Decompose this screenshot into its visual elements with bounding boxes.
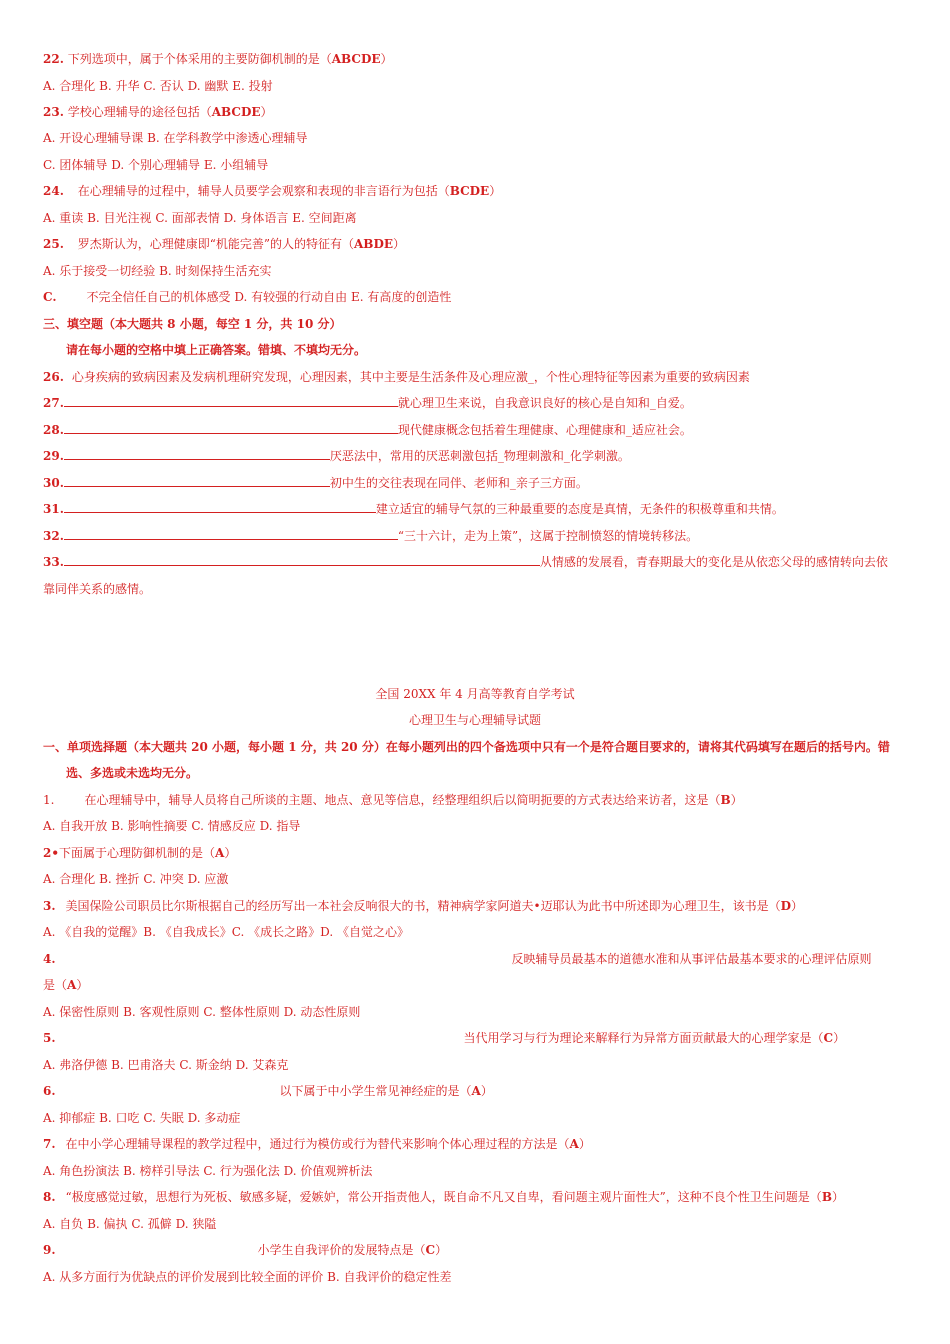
question-33-continued: 靠同伴关系的感情。 xyxy=(43,582,152,596)
question-23-options-1: A. 开设心理辅导课 B. 在学科教学中渗透心理辅导 xyxy=(43,131,308,145)
question-number: 23. xyxy=(43,105,64,119)
question-26: 26. 心身疾病的致病因素及发病机理研究发现，心理因素，其中主要是生活条件及心理应激_，个性心理特征等因素为重要的致病因素 xyxy=(43,370,750,384)
answer: A xyxy=(215,846,225,860)
question-25-options-2: C. 不完全信任自己的机体感受 D. 有较强的行动自由 E. 有高度的创造性 xyxy=(43,290,452,304)
answer: D xyxy=(780,899,792,913)
question-1: 1. 在心理辅导中，辅导人员将自己所谈的主题、地点、意见等信息，经整理组织后以简明扼要的方式表达给来访者，这是（B） xyxy=(43,793,743,807)
question-3: 3. 美国保险公司职员比尔斯根据自己的经历写出一本社会反响很大的书，精神病学家阿道夫•迈耶认为此书中所述即为心理卫生，该书是（D） xyxy=(43,899,804,913)
answer: BCDE xyxy=(449,184,490,198)
question-25-options-1: A. 乐于接受一切经验 B. 时刻保持生活充实 xyxy=(43,264,272,278)
question-27: 27. 就心理卫生来说，自我意识良好的核心是自知和_自爱。 xyxy=(43,396,692,410)
question-number: 22. xyxy=(43,52,64,66)
question-text: 在心理辅导的过程中，辅导人员要学会观察和表现的非言语行为包括（ xyxy=(77,184,450,198)
question-8-options: A. 自负 B. 偏执 C. 孤僻 D. 狭隘 xyxy=(43,1217,217,1231)
section-3-title: 三、填空题（本大题共 8 小题，每空 1 分，共 10 分） xyxy=(43,317,342,331)
question-30: 30. 初中生的交往表现在同伴、老师和_亲子三方面。 xyxy=(43,476,588,490)
question-33: 33. 从情感的发展看，青春期最大的变化是从依恋父母的感情转向去依 xyxy=(43,555,888,569)
question-6-options: A. 抑郁症 B. 口吃 C. 失眠 D. 多动症 xyxy=(43,1111,241,1125)
question-31: 31. 建立适宜的辅导气氛的三种最重要的态度是真情，无条件的积极尊重和共情。 xyxy=(43,502,784,516)
answer-blank xyxy=(64,501,376,513)
question-2-options: A. 合理化 B. 挫折 C. 冲突 D. 应激 xyxy=(43,872,229,886)
answer-blank xyxy=(64,528,398,540)
answer: A xyxy=(67,978,77,992)
question-28: 28. 现代健康概念包括着生理健康、心理健康和_适应社会。 xyxy=(43,423,692,437)
section-1-title: 一、单项选择题（本大题共 20 小题，每小题 1 分，共 20 分）在每小题列出的四个备选项中只有一个是符合题目要求的，请将其代码填写在题后的括号内。错 xyxy=(43,740,890,754)
question-6: 6. 以下属于中小学生常见神经症的是（A） xyxy=(43,1084,493,1098)
answer: ABCDE xyxy=(211,105,261,119)
question-number: 24. xyxy=(43,184,64,198)
question-3-options: A. 《自我的觉醒》B. 《自我成长》C. 《成长之路》D. 《自觉之心》 xyxy=(43,925,409,939)
question-7: 7. 在中小学心理辅导课程的教学过程中，通过行为模仿或行为替代来影响个体心理过程的方法是（A） xyxy=(43,1137,591,1151)
answer: ABDE xyxy=(354,237,394,251)
exam-title: 全国 20XX 年 4 月高等教育自学考试 xyxy=(375,687,575,701)
exam-subject: 心理卫生与心理辅导试题 xyxy=(408,713,541,727)
answer: ABCDE xyxy=(331,52,381,66)
question-4-options: A. 保密性原则 B. 客观性原则 C. 整体性原则 D. 动态性原则 xyxy=(43,1005,361,1019)
question-7-options: A. 角色扮演法 B. 榜样引导法 C. 行为强化法 D. 价值观辨析法 xyxy=(43,1164,373,1178)
question-9: 9. 小学生自我评价的发展特点是（C） xyxy=(43,1243,448,1257)
question-32: 32. “三十六计，走为上策”，这属于控制愤怒的情境转移法。 xyxy=(43,529,699,543)
question-9-options: A. 从多方面行为优缺点的评价发展到比较全面的评价 B. 自我评价的稳定性差 xyxy=(43,1270,452,1284)
answer: A xyxy=(569,1137,579,1151)
question-23: 23. 学校心理辅导的途径包括（ABCDE） xyxy=(43,105,273,119)
question-2: 2•下面属于心理防御机制的是（A） xyxy=(43,846,237,860)
answer: B xyxy=(821,1190,832,1204)
question-5-options: A. 弗洛伊德 B. 巴甫洛夫 C. 斯金纳 D. 艾森克 xyxy=(43,1058,289,1072)
question-24: 24. 在心理辅导的过程中，辅导人员要学会观察和表现的非言语行为包括（BCDE） xyxy=(43,184,502,198)
answer: C xyxy=(823,1031,834,1045)
question-24-options: A. 重读 B. 目光注视 C. 面部表情 D. 身体语言 E. 空间距离 xyxy=(43,211,357,225)
answer-blank xyxy=(64,422,398,434)
section-3-note: 请在每小题的空格中填上正确答案。错填、不填均无分。 xyxy=(66,343,367,357)
question-29: 29. 厌恶法中，常用的厌恶刺激包括_物理刺激和_化学刺激。 xyxy=(43,449,630,463)
question-25: 25. 罗杰斯认为，心理健康即“机能完善”的人的特征有（ABDE） xyxy=(43,237,406,251)
answer: C xyxy=(425,1243,436,1257)
answer-blank xyxy=(64,448,330,460)
question-number: 25. xyxy=(43,237,64,251)
answer: B xyxy=(720,793,731,807)
section-1-title-cont: 选、多选或未选均无分。 xyxy=(66,766,199,780)
question-4: 4. 反映辅导员最基本的道德水准和从事评估最基本要求的心理评估原则 xyxy=(43,952,872,966)
question-22: 22. 下列选项中，属于个体采用的主要防御机制的是（ABCDE） xyxy=(43,52,393,66)
question-1-options: A. 自我开放 B. 影响性摘要 C. 情感反应 D. 指导 xyxy=(43,819,301,833)
question-text: 罗杰斯认为，心理健康即“机能完善”的人的特征有（ xyxy=(77,237,354,251)
answer-blank xyxy=(64,554,540,566)
question-5: 5. 当代用学习与行为理论来解释行为异常方面贡献最大的心理学家是（C） xyxy=(43,1031,846,1045)
answer-blank xyxy=(64,475,330,487)
answer-blank xyxy=(64,395,398,407)
question-text: 学校心理辅导的途径包括（ xyxy=(67,105,212,119)
question-8: 8. “极度感觉过敏，思想行为死板、敏感多疑，爱嫉妒，常公开指责他人，既自命不凡又自卑，看问题主观片面性大”，这种不良个性卫生问题是（B） xyxy=(43,1190,844,1204)
question-text: 下列选项中，属于个体采用的主要防御机制的是（ xyxy=(67,52,332,66)
question-23-options-2: C. 团体辅导 D. 个别心理辅导 E. 小组辅导 xyxy=(43,158,269,172)
question-22-options: A. 合理化 B. 升华 C. 否认 D. 幽默 E. 投射 xyxy=(43,79,273,93)
question-4-continued: 是（A） xyxy=(43,978,89,992)
answer: A xyxy=(471,1084,481,1098)
